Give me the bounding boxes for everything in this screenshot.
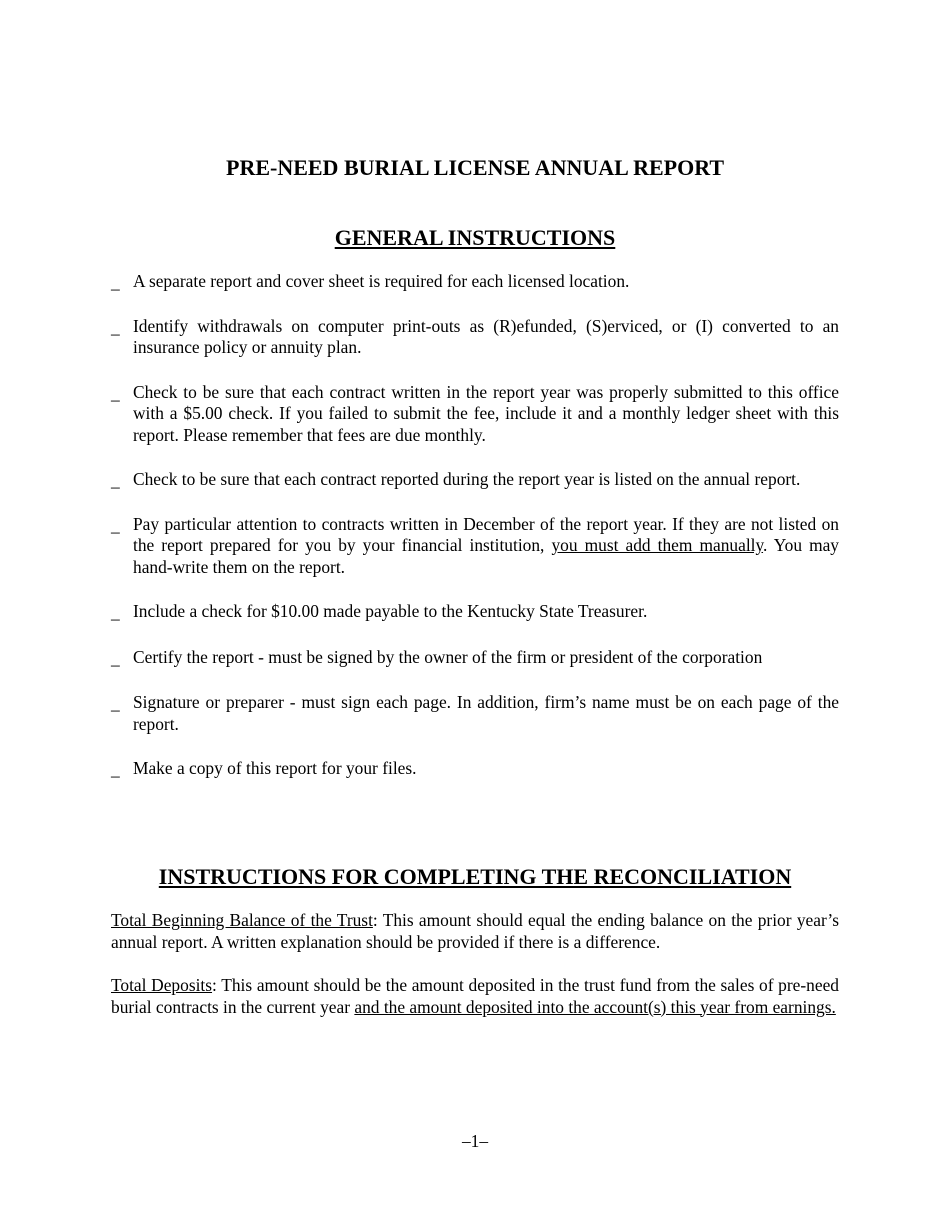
instruction-text: [133, 514, 839, 579]
reconciliation-paragraph: [111, 910, 839, 953]
instruction-text: Check to be sure that each contract reported during the report year is listed on the annual report.: [133, 469, 801, 489]
document-title: PRE-NEED BURIAL LICENSE ANNUAL REPORT: [226, 155, 724, 180]
list-item: [111, 316, 839, 359]
bullet-marker: _: [111, 382, 120, 403]
reconciliation-term: Total Deposits: [111, 975, 213, 995]
bullet-marker: _: [111, 514, 120, 535]
reconciliation-term: Total Beginning Balance of the Trust: [111, 910, 373, 930]
list-item: [111, 647, 839, 669]
list-item: [111, 271, 839, 293]
bullet-marker: _: [111, 272, 120, 292]
instruction-text: Certify the report - must be signed by the owner of the firm or president of the corporation: [133, 646, 763, 667]
list-item: [111, 382, 839, 447]
reconciliation-text: : This amount should be the amount deposited in the trust fund from the sales of pre-need burial contracts in the current year: [111, 975, 840, 1017]
bullet-marker: _: [111, 316, 120, 337]
reconciliation-text: : This amount should equal the ending balance on the prior year’s annual report. A written explanation should be provided if there is a difference.: [111, 910, 839, 952]
instruction-text-part: . You may hand-write them on the report.: [133, 535, 840, 577]
bullet-marker: _: [111, 602, 120, 622]
instruction-text: A separate report and cover sheet is required for each licensed location.: [133, 271, 630, 291]
bullet-marker: _: [111, 470, 120, 490]
instruction-text: Make a copy of this report for your files.: [133, 758, 417, 778]
instruction-text: Include a check for $10.00 made payable to the Kentucky State Treasurer.: [133, 601, 648, 621]
list-item: [111, 601, 839, 623]
reconciliation-paragraph: [111, 975, 839, 1018]
list-item: [111, 514, 839, 579]
bullet-marker: _: [111, 693, 120, 713]
bullet-marker: _: [111, 759, 120, 779]
instruction-text: Identify withdrawals on computer print-outs as (R)efunded, (S)erviced, or (I) converted to an insurance policy or annuity plan.: [133, 315, 839, 357]
page-number: –1–: [461, 1131, 489, 1151]
bullet-marker: _: [111, 647, 120, 668]
instruction-text: Check to be sure that each contract written in the report year was properly submitted to this office with a $5.00 check. If you failed to submit the fee, include it and a monthly ledger sheet with this report. Please remember that fees are due monthly.: [133, 381, 839, 445]
instruction-text-part: Pay particular attention to contracts written in December of the report year. If they are not listed on the report prepared for you by your financial institution,: [133, 513, 839, 555]
reconciliation-section: [111, 910, 839, 1018]
list-item: [111, 692, 839, 735]
list-item: [111, 469, 839, 491]
general-instructions-list: [111, 271, 839, 780]
general-instructions-heading: GENERAL INSTRUCTIONS: [334, 225, 616, 250]
reconciliation-heading: INSTRUCTIONS FOR COMPLETING THE RECONCILIATION: [158, 864, 792, 889]
underlined-emphasis: and the amount deposited into the account(s) this year from earnings.: [354, 996, 836, 1017]
instruction-text: Signature or preparer - must sign each page. In addition, firm’s name must be on each page of the report.: [133, 692, 839, 734]
underlined-emphasis: you must add them manually: [551, 535, 764, 555]
list-item: [111, 758, 839, 780]
